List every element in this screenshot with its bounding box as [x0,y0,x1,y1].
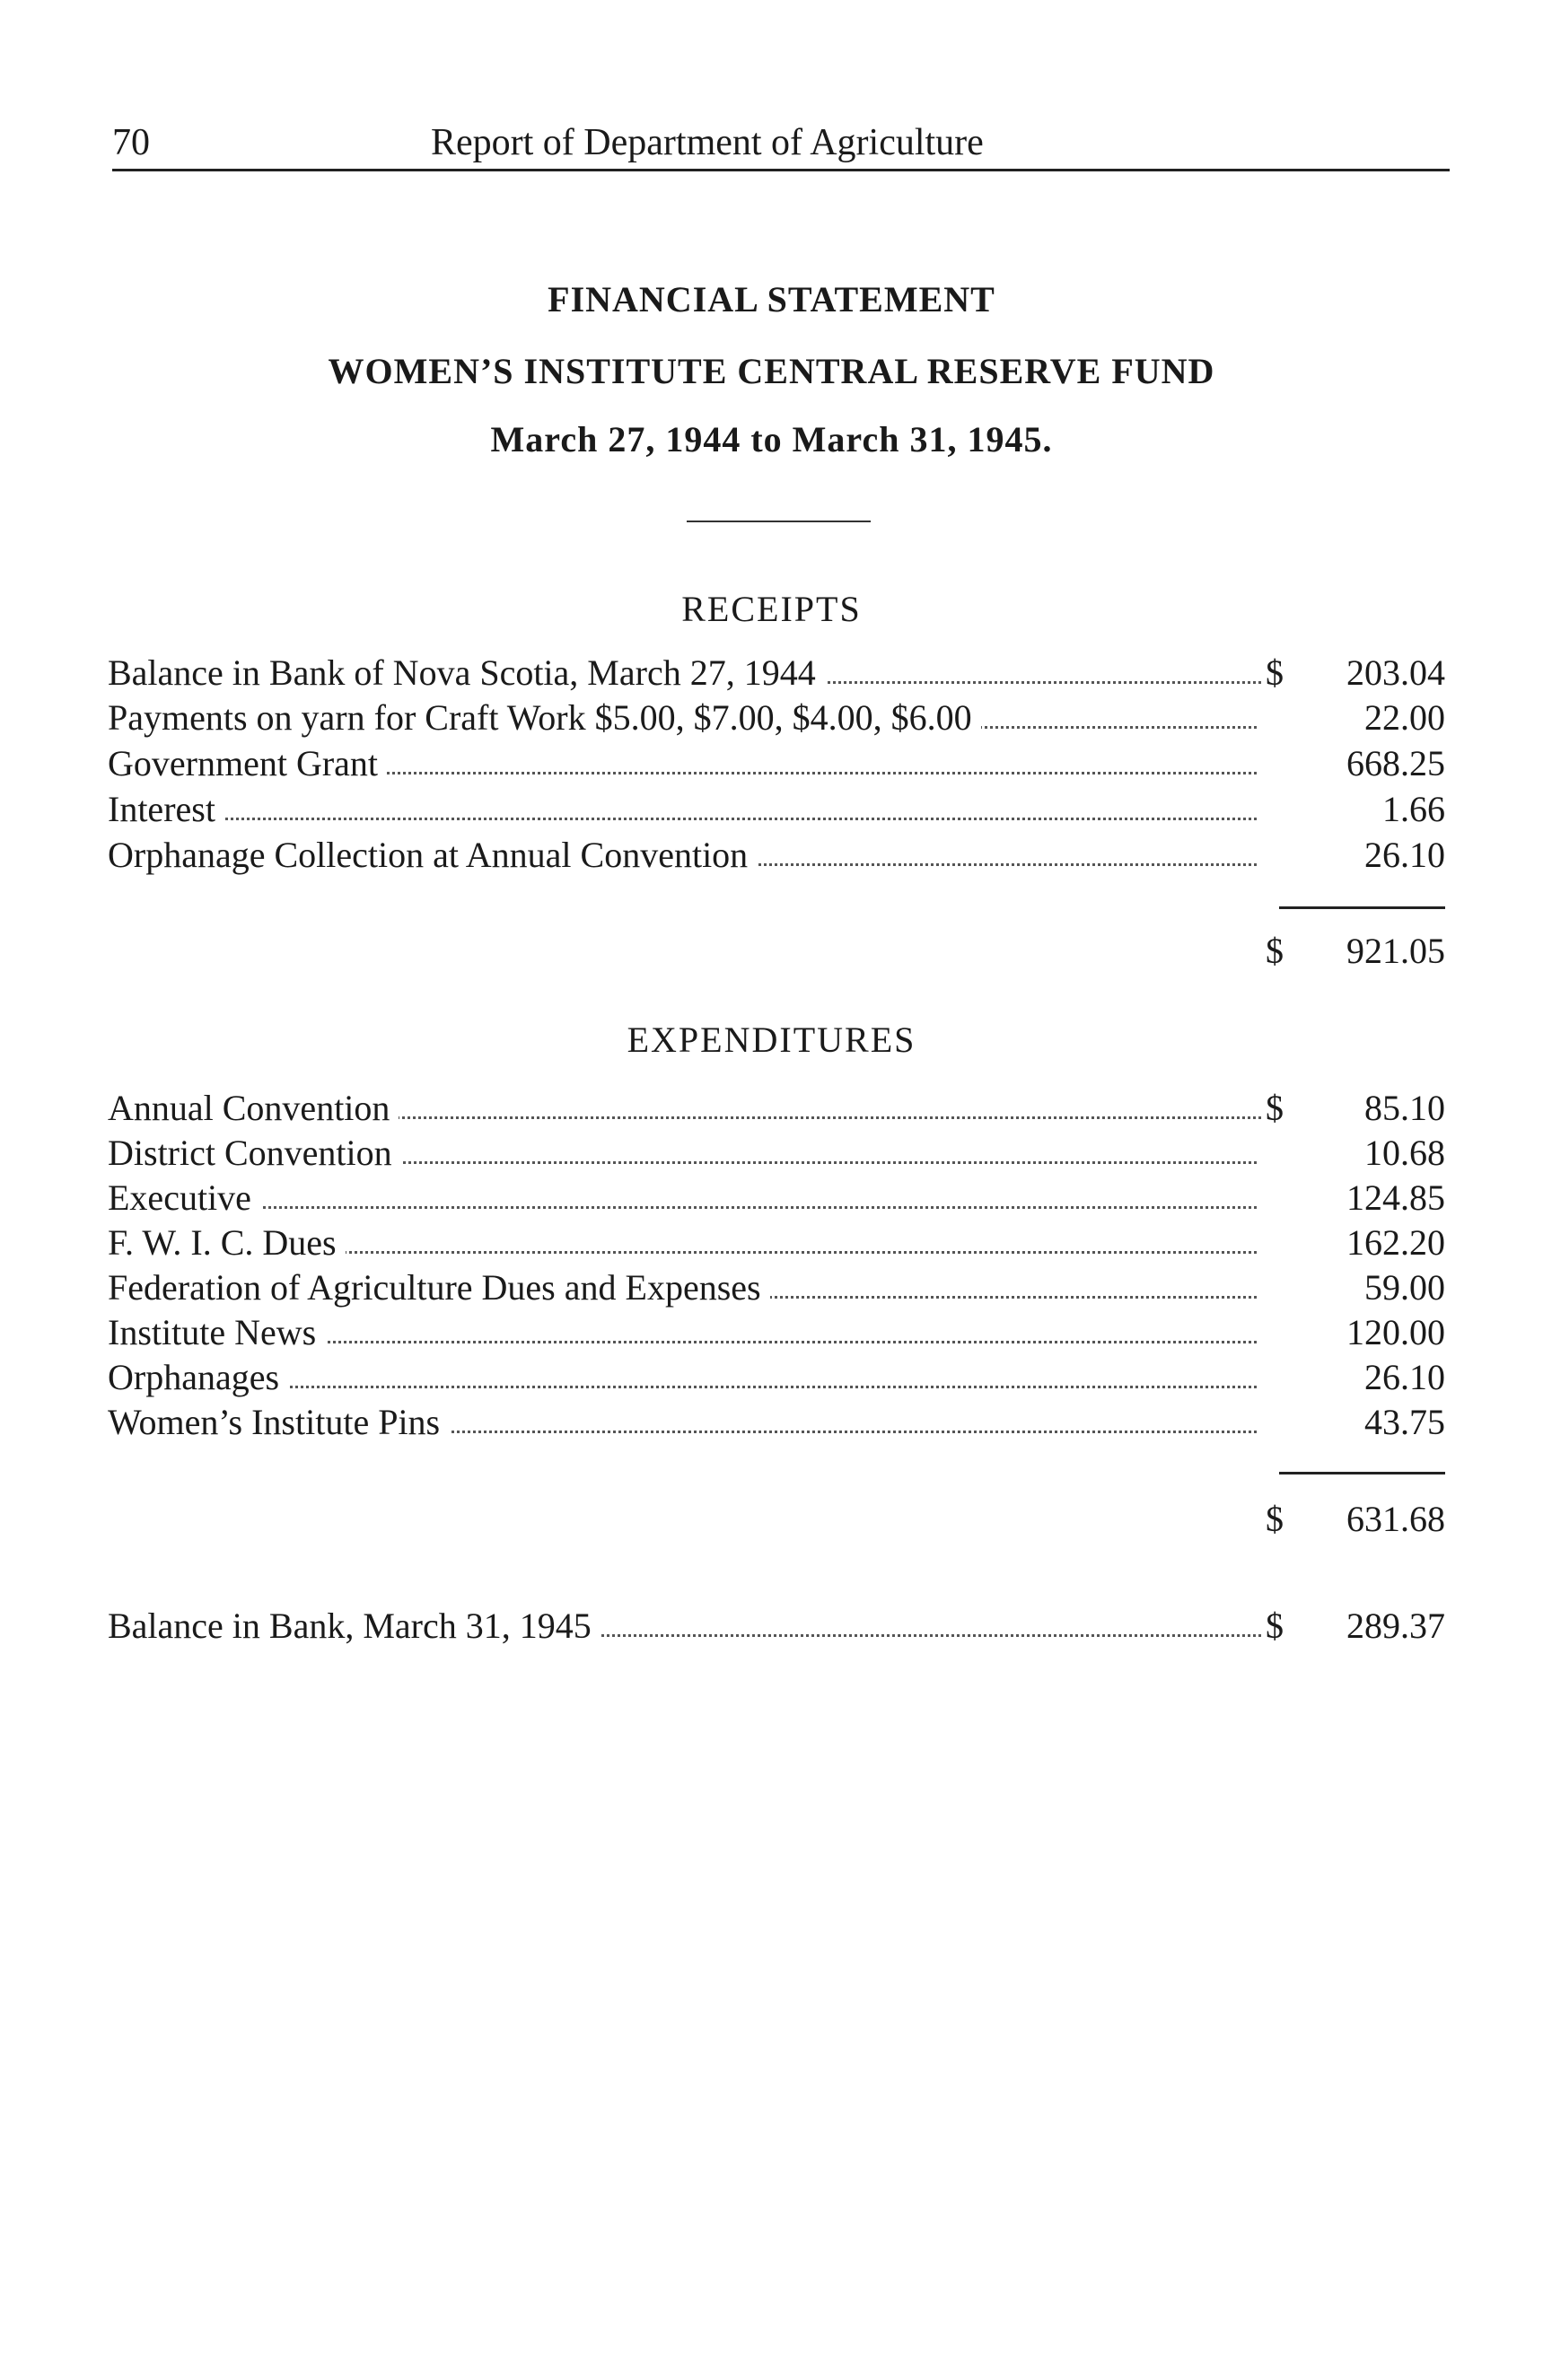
expenditure-label: Women’s Institute Pins [108,1400,449,1445]
title-divider [687,521,871,522]
expenditures-total-rule [1279,1472,1445,1474]
expenditure-label: District Convention [108,1131,401,1176]
expenditure-label: Federation of Agriculture Dues and Expenses [108,1265,770,1310]
receipt-label: Balance in Bank of Nova Scotia, March 27, 1944 [108,651,825,696]
expenditure-line [108,1265,1450,1310]
dot-leader [144,1206,1257,1209]
expenditure-amount: 162.20 [1346,1222,1445,1263]
expenditure-amount: 59.00 [1364,1267,1445,1308]
expenditure-label: F. W. I. C. Dues [108,1221,346,1265]
receipt-line [108,833,1450,878]
fund-title: WOMEN’S INSTITUTE CENTRAL RESERVE FUND [328,351,1215,391]
expenditure-line [108,1086,1450,1131]
receipt-amount: 22.00 [1364,697,1445,738]
dollar-sign: $ [1266,652,1284,693]
closing-balance-label: Balance in Bank, March 31, 1945 [108,1604,601,1649]
expenditure-amount: 85.10 [1364,1088,1445,1128]
receipt-amount: 1.66 [1382,789,1445,829]
receipt-label: Government Grant [108,741,387,786]
expenditures-total [108,1497,1450,1542]
receipts-total-rule [1279,906,1445,909]
expenditure-amount: 26.10 [1364,1357,1445,1397]
expenditures-total-amount: 631.68 [1346,1499,1445,1539]
dot-leader [144,1386,1257,1388]
expenditure-amount: 120.00 [1346,1312,1445,1352]
receipt-amount: 203.04 [1346,652,1445,693]
expenditure-label: Annual Convention [108,1086,399,1131]
receipts-heading: RECEIPTS [681,589,862,629]
dot-leader [144,818,1257,820]
expenditure-label: Orphanages [108,1355,288,1400]
dollar-sign: $ [1266,931,1284,971]
dollar-sign: $ [1266,1088,1284,1128]
receipt-line [108,696,1450,740]
dollar-sign: $ [1266,1606,1284,1646]
receipt-label: Interest [108,787,224,832]
expenditure-line [108,1221,1450,1265]
dollar-sign: $ [1266,1499,1284,1539]
page-number: 70 [112,122,150,163]
closing-balance-amount: 289.37 [1346,1606,1445,1646]
receipts-total-amount: 921.05 [1346,931,1445,971]
page-header [112,117,1450,171]
expenditure-line [108,1176,1450,1221]
period-title: March 27, 1944 to March 31, 1945. [490,419,1053,459]
expenditure-line [108,1131,1450,1176]
receipt-label: Payments on yarn for Craft Work $5.00, $7.00, $4.00, $6.00 [108,696,981,740]
receipt-line [108,741,1450,786]
closing-balance-line [108,1604,1450,1649]
receipts-total [108,929,1450,974]
statement-title: FINANCIAL STATEMENT [548,279,995,319]
expenditures-heading: EXPENDITURES [627,1019,916,1060]
running-head: Report of Department of Agriculture [431,122,984,163]
receipt-line [108,787,1450,832]
expenditure-amount: 43.75 [1364,1402,1445,1442]
expenditure-line [108,1355,1450,1400]
expenditure-line [108,1400,1450,1445]
receipt-amount: 668.25 [1346,743,1445,783]
receipt-label: Orphanage Collection at Annual Convention [108,833,757,878]
expenditure-line [108,1310,1450,1355]
expenditure-label: Institute News [108,1310,325,1355]
expenditure-amount: 10.68 [1364,1133,1445,1173]
expenditure-amount: 124.85 [1346,1177,1445,1218]
receipt-line [108,651,1450,696]
expenditure-label: Executive [108,1176,260,1221]
receipt-amount: 26.10 [1364,835,1445,875]
